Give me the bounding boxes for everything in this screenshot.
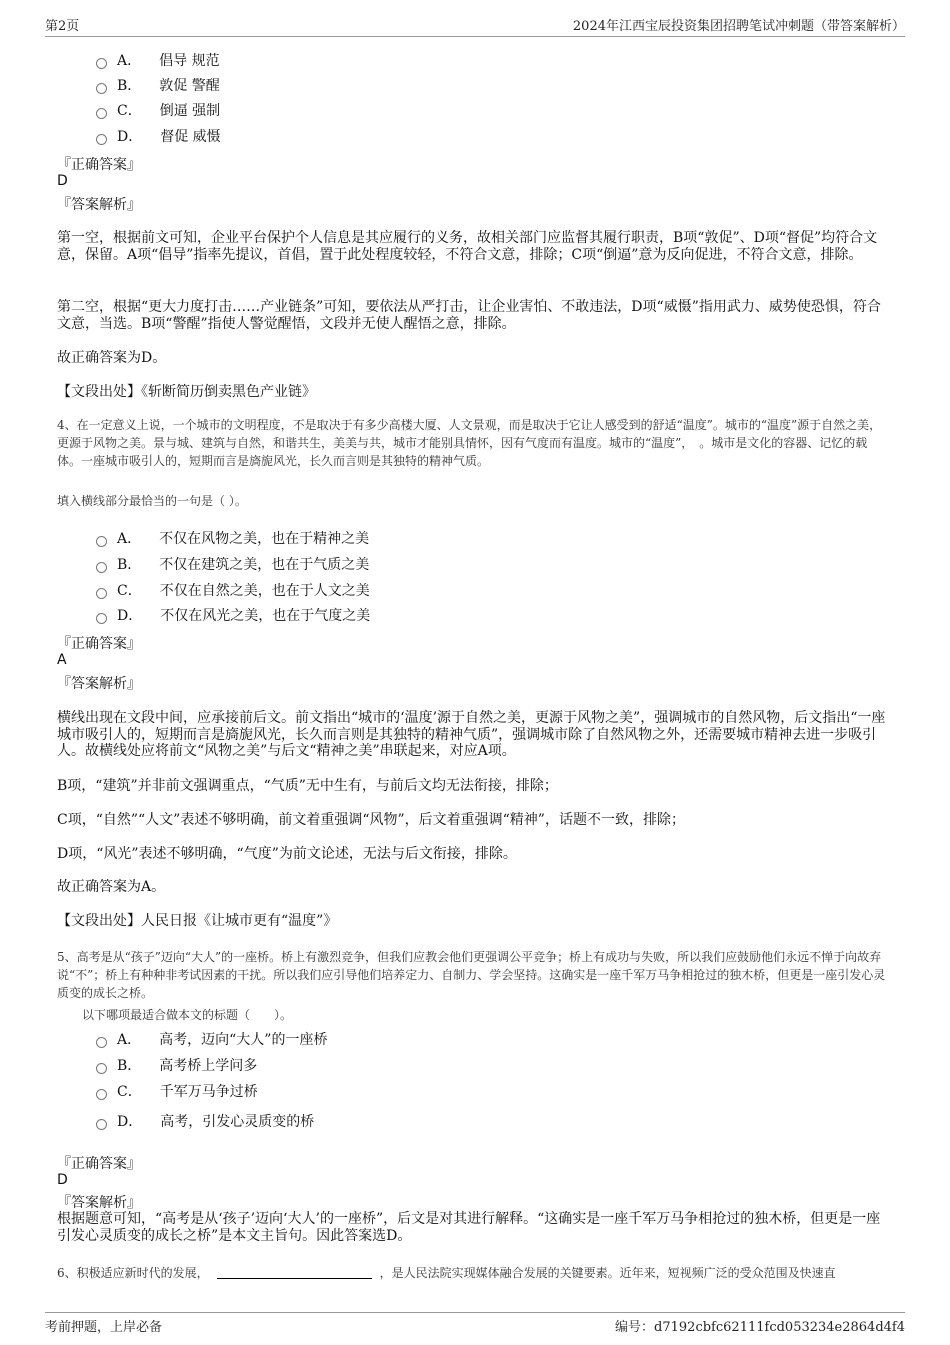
correct-answer-label: 『正确答案』 — [57, 157, 141, 173]
q4-option-b[interactable]: B． 不仅在建筑之美，也在于气质之美 — [96, 554, 369, 574]
correct-answer: D — [57, 1172, 68, 1188]
fill-in-blank[interactable] — [217, 1266, 372, 1279]
page-number: 第2页 — [45, 19, 80, 34]
analysis-paragraph: B项，“建筑”并非前文强调重点，“气质”无中生有，与前后文均无法衔接，排除； — [57, 778, 558, 794]
page-footer — [45, 1312, 905, 1334]
source-citation: 【文段出处】人民日报《让城市更有“温度”》 — [57, 913, 338, 929]
page-header — [45, 12, 905, 37]
analysis-paragraph: 第一空，根据前文可知，企业平台保护个人信息是其应履行的义务，故相关部门应监督其履行职责，B项“敦促”、D项“督促”均符合文意，保留。A项“倡导”指率先提议，首倡，置于此处程度较轻，不符合文意，排除；C项“倒逼”意为反向促进，不符合文意，排除。 — [57, 230, 878, 263]
document-title: 2024年江西宝辰投资集团招聘笔试冲刺题（带答案解析） — [572, 19, 905, 34]
radio-icon[interactable] — [96, 1037, 107, 1048]
q3-option-a[interactable]: A． 倡导 规范 — [96, 50, 220, 70]
q5-option-b[interactable]: B． 高考桥上学问多 — [96, 1055, 257, 1075]
document-id: 编号：d7192cbfc62111fcd053234e2864d4f4 — [615, 1320, 905, 1335]
analysis-label: 『答案解析』 — [57, 197, 141, 213]
analysis-conclusion: 故正确答案为A。 — [57, 879, 166, 895]
correct-answer: A — [57, 652, 67, 668]
question-stem: 5、高考是从“孩子”迈向“大人”的一座桥。桥上有激烈竞争，但我们应教会他们更强调公平竞争；桥上有成功与失败，所以我们应鼓励他们永远不惮于向故弃说“不”；桥上有种种非考试因素的干扰。所以我们应引导他们培养定力、自制力、学会坚持。这确实是一座千军万马争相抢过的独木桥，但更是一座引发心灵质变的成长之桥。 — [57, 950, 886, 1000]
question-stem: 6、积极适应新时代的发展， ，是人民法院实现媒体融合发展的关键要素。近年来，短视频广泛的受众范围及快速直 — [57, 1266, 836, 1280]
radio-icon[interactable] — [96, 1063, 107, 1074]
radio-icon[interactable] — [96, 613, 107, 624]
radio-icon[interactable] — [96, 83, 107, 94]
radio-icon[interactable] — [96, 1119, 107, 1130]
q4-option-a[interactable]: A． 不仅在风物之美，也在于精神之美 — [96, 528, 369, 548]
radio-icon[interactable] — [96, 536, 107, 547]
analysis-paragraph: 横线出现在文段中间，应承接前后文。前文指出“城市的‘温度’源于自然之美，更源于风物之美”，强调城市的自然风物，后文指出“一座城市吸引人的，短期而言是旖旎风光，长久而言则是其独特的精神气质”，强调城市除了自然风物之外，还需要城市精神去进一步吸引人。故横线处应将前文“风物之美”与后文“精神之美”串联起来，对应A项。 — [57, 710, 886, 759]
analysis-conclusion: 故正确答案为D。 — [57, 350, 167, 366]
q5-option-d[interactable]: D． 高考，引发心灵质变的桥 — [96, 1111, 314, 1131]
analysis-paragraph: D项，“风光”表述不够明确，“气度”为前文论述，无法与后文衔接，排除。 — [57, 846, 517, 862]
correct-answer-label: 『正确答案』 — [57, 636, 141, 652]
correct-answer: D — [57, 173, 68, 189]
radio-icon[interactable] — [96, 134, 107, 145]
question-prompt: 填入横线部分最恰当的一句是（ ）。 — [57, 494, 247, 508]
radio-icon[interactable] — [96, 58, 107, 69]
question-prompt: 以下哪项最适合做本文的标题（ ）。 — [82, 1008, 293, 1022]
q5-option-c[interactable]: C． 千军万马争过桥 — [96, 1081, 258, 1101]
q4-option-d[interactable]: D． 不仅在风光之美，也在于气度之美 — [96, 605, 370, 625]
q3-option-d[interactable]: D． 督促 威慑 — [96, 126, 221, 146]
radio-icon[interactable] — [96, 108, 107, 119]
question-stem: 4、在一定意义上说，一个城市的文明程度，不是取决于有多少高楼大厦、人文景观，而是取决于它让人感受到的舒适“温度”。城市的“温度”源于自然之美，更源于风物之美。景与城、建筑与自然，和谐共生，美美与共，城市才能别具情怀，因有气度而有温度。城市的“温度”， 。城市是文化的容器、记忆的载体。一座城市吸引人的，短期而言是旖旎风光，长久而言则是其独特的精神气质。 — [57, 418, 882, 468]
q4-option-c[interactable]: C． 不仅在自然之美，也在于人文之美 — [96, 580, 370, 600]
q3-option-c[interactable]: C． 倒逼 强制 — [96, 100, 220, 120]
radio-icon[interactable] — [96, 588, 107, 599]
analysis-label: 『答案解析』 — [57, 1195, 141, 1211]
radio-icon[interactable] — [96, 562, 107, 573]
q5-option-a[interactable]: A． 高考，迈向“大人”的一座桥 — [96, 1029, 327, 1049]
analysis-paragraph: 根据题意可知，“高考是从‘孩子’迈向‘大人’的一座桥”，后文是对其进行解释。“这确实是一座千军万马争相抢过的独木桥，但更是一座引发心灵质变的成长之桥”是本文主旨句。因此答案选D。 — [57, 1211, 881, 1244]
analysis-label: 『答案解析』 — [57, 676, 141, 692]
radio-icon[interactable] — [96, 1089, 107, 1100]
analysis-paragraph: 第二空，根据“更大力度打击……产业链条”可知，要依法从严打击，让企业害怕、不敢违法，D项“威慑”指用武力、威势使恐惧，符合文意，当选。B项“警醒”指使人警觉醒悟，文段并无使人醒悟之意，排除。 — [57, 299, 881, 332]
q3-option-b[interactable]: B． 敦促 警醒 — [96, 75, 220, 95]
analysis-paragraph: C项，“自然”“人文”表述不够明确，前文着重强调“风物”，后文着重强调“精神”，话题不一致，排除； — [57, 812, 685, 828]
source-citation: 【文段出处】《斩断简历倒卖黑色产业链》 — [57, 384, 316, 400]
correct-answer-label: 『正确答案』 — [57, 1156, 141, 1172]
footer-slogan: 考前押题，上岸必备 — [45, 1320, 163, 1335]
